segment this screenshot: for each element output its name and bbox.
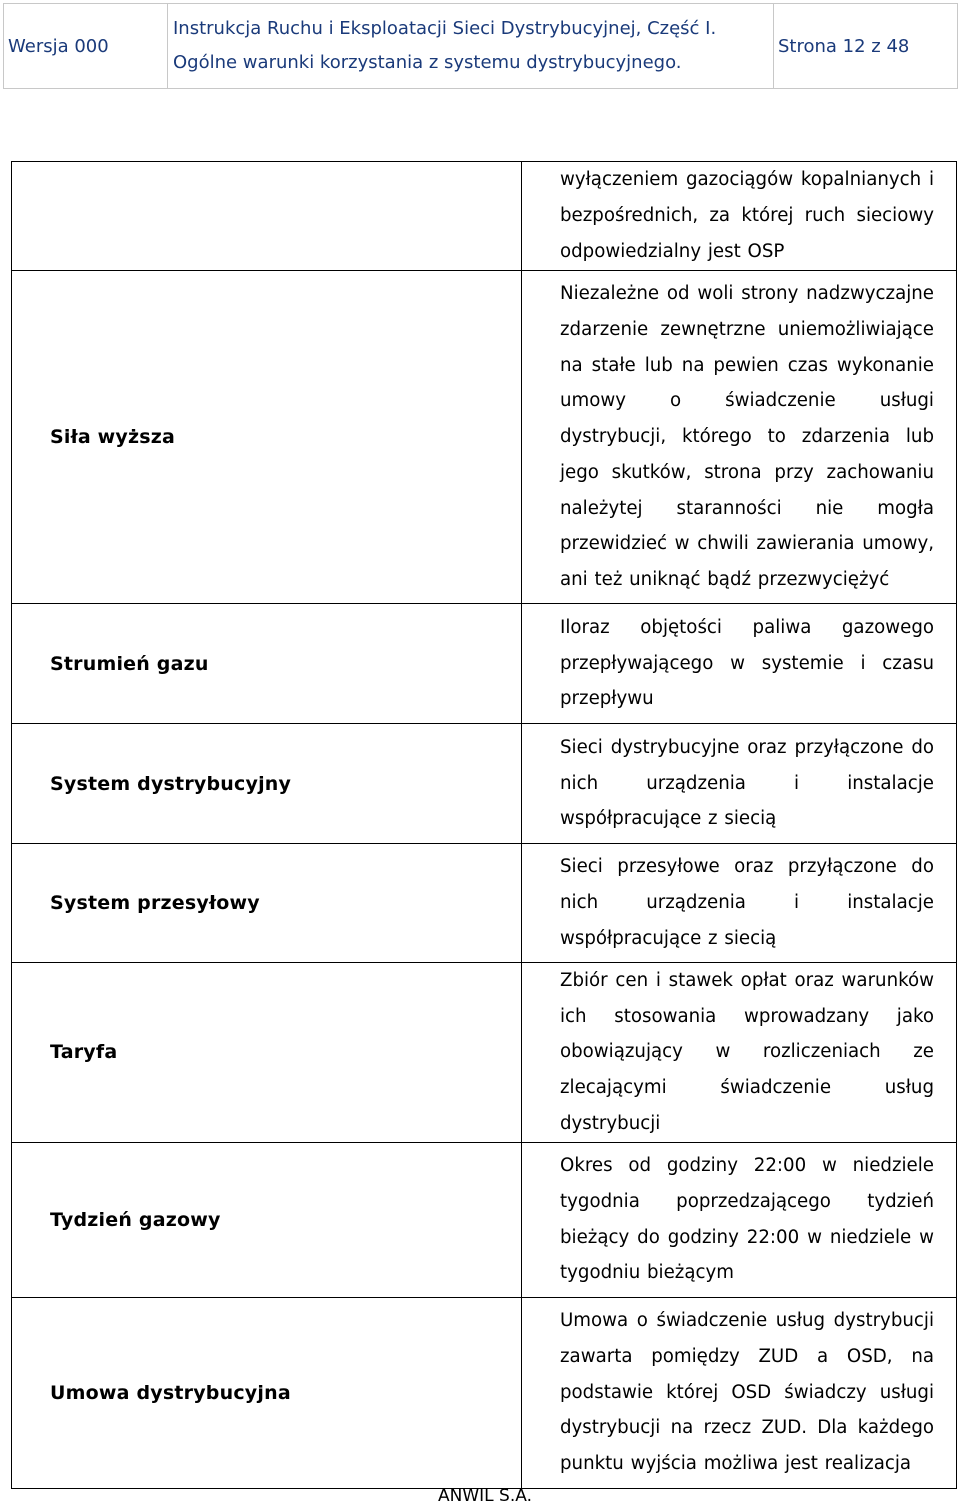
document-title-line1: Instrukcja Ruchu i Eksploatacji Sieci Dystrybucyjnej, Część I. [173, 18, 717, 39]
definition-row [12, 162, 957, 271]
definition-description: Umowa o świadczenie usług dystrybucji zawarta pomiędzy ZUD a OSD, na podstawie której OSD świadczy usługi dystrybucji na rzecz ZUD. Dla każdego punktu wyjścia możliwa jest realizacja [522, 1297, 957, 1488]
page-number: Strona 12 z 48 [778, 35, 910, 57]
definition-row [12, 604, 957, 724]
definition-row [12, 963, 957, 1143]
definition-description: Iloraz objętości paliwa gazowego przepływającego w systemie i czasu przepływu [522, 604, 957, 724]
company-name: ANWIL S.A. [438, 1486, 532, 1506]
definition-term: Strumień gazu [12, 604, 522, 724]
document-title-line2: Ogólne warunki korzystania z systemu dystrybucyjnego. [173, 52, 682, 73]
definition-row [12, 724, 957, 844]
definition-description: Sieci dystrybucyjne oraz przyłączone do nich urządzenia i instalacje współpracujące z siecią [522, 724, 957, 844]
definition-term: Umowa dystrybucyjna [12, 1297, 522, 1488]
version-cell [4, 4, 168, 89]
definition-description: wyłączeniem gazociągów kopalnianych i bezpośrednich, za której ruch sieciowy odpowiedzialny jest OSP [522, 162, 957, 271]
page-number-cell [774, 4, 958, 89]
page-header [3, 3, 958, 89]
definition-row [12, 271, 957, 604]
definition-description: Sieci przesyłowe oraz przyłączone do nich urządzenia i instalacje współpracujące z siecią [522, 844, 957, 963]
definition-term: Tydzień gazowy [12, 1142, 522, 1297]
definition-row [12, 1297, 957, 1488]
definition-row [12, 844, 957, 963]
definition-term [12, 162, 522, 271]
definition-description: Niezależne od woli strony nadzwyczajne zdarzenie zewnętrzne uniemożliwiające na stałe lub na pewien czas wykonanie umowy o świadczenie usługi dystrybucji, którego to zdarzenia lub jego skutków, strona przy zachowaniu należytej staranności nie mogła przewidzieć w chwili zawierania umowy, ani też uniknąć bądź przezwyciężyć [522, 271, 957, 604]
definition-row [12, 1142, 957, 1297]
document-title-cell [168, 4, 774, 89]
definition-term: Siła wyższa [12, 271, 522, 604]
version-label: Wersja 000 [8, 35, 109, 57]
definition-term: System dystrybucyjny [12, 724, 522, 844]
definitions-table [11, 161, 957, 1489]
page-footer [0, 1486, 960, 1506]
definition-description: Zbiór cen i stawek opłat oraz warunków ich stosowania wprowadzany jako obowiązujący w rozliczeniach ze zlecającymi świadczenie usług dystrybucji [522, 963, 957, 1143]
definition-description: Okres od godziny 22:00 w niedziele tygodnia poprzedzającego tydzień bieżący do godziny 22:00 w niedziele w tygodniu bieżącym [522, 1142, 957, 1297]
definition-term: System przesyłowy [12, 844, 522, 963]
definition-term: Taryfa [12, 963, 522, 1143]
